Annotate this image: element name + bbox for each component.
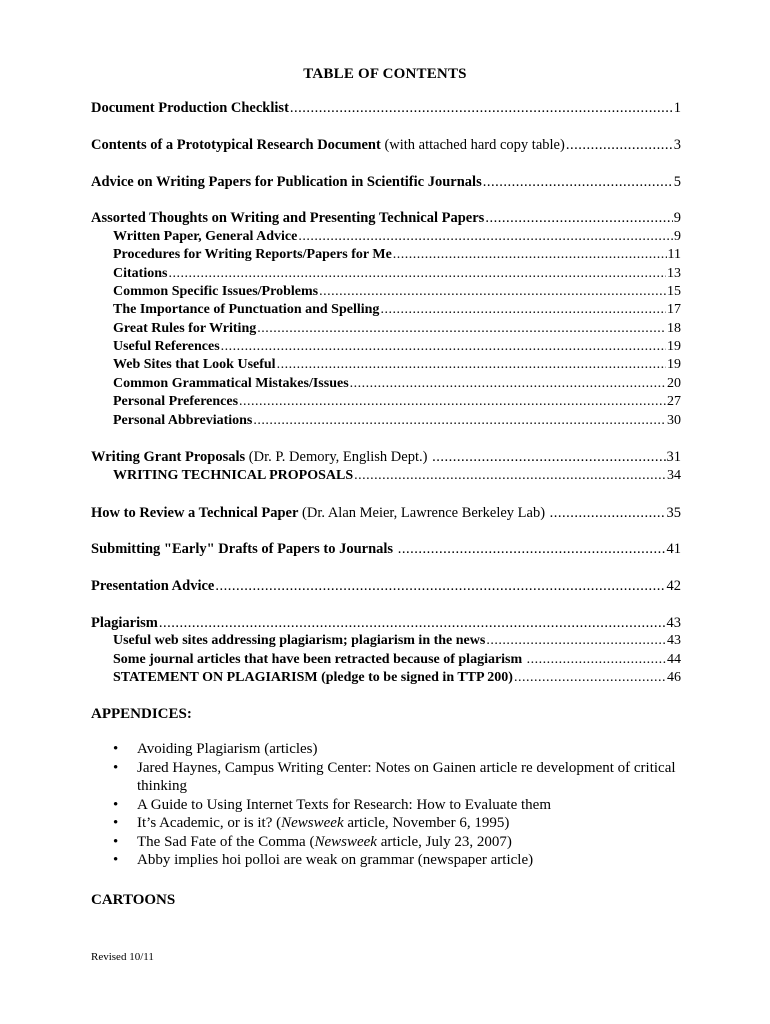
appendices-heading: APPENDICES: [91, 706, 192, 722]
toc-leader-dots [215, 578, 665, 595]
toc-subentry[interactable] [91, 284, 681, 302]
toc-leader-dots [393, 247, 667, 263]
toc-entry-title: How to Review a Technical Paper [91, 504, 299, 521]
toc-leader-dots [350, 376, 666, 392]
bullet-icon: • [113, 759, 119, 776]
toc-leader-dots [527, 652, 666, 668]
toc-entry-note: (Dr. P. Demory, English Dept.) [245, 449, 432, 466]
toc-leader-dots [380, 302, 666, 318]
toc-subentry[interactable] [91, 266, 681, 284]
toc-leader-dots [319, 284, 666, 300]
toc-entry-title: WRITING TECHNICAL PROPOSALS [113, 467, 354, 483]
toc-leader-dots [253, 413, 666, 429]
toc-entry-title: Common Specific Issues/Problems [113, 283, 319, 299]
appendix-item [113, 851, 693, 870]
toc-entry-title: Great Rules for Writing [113, 320, 257, 336]
toc-entry[interactable] [91, 505, 681, 523]
toc-leader-dots [159, 615, 666, 632]
toc-leader-dots [257, 321, 666, 337]
toc-entry-note: (Dr. Alan Meier, Lawrence Berkeley Lab) [298, 504, 549, 521]
toc-leader-dots [168, 266, 666, 282]
toc-subentry[interactable] [91, 633, 681, 651]
toc-entry-title: Document Production Checklist [91, 100, 289, 116]
toc-subentry[interactable] [91, 339, 681, 357]
toc-spacer [91, 560, 681, 578]
toc-entry[interactable] [91, 449, 681, 467]
toc-entry[interactable] [91, 100, 681, 118]
toc-subentry[interactable] [91, 468, 681, 486]
toc-leader-dots [221, 339, 666, 355]
toc-page-number: 34 [667, 467, 681, 483]
bullet-icon: • [113, 815, 119, 831]
appendix-item [113, 759, 693, 796]
toc-entry-title: Writing Grant Proposals [91, 449, 246, 466]
toc-subentry[interactable] [91, 357, 681, 375]
toc-page-number: 9 [673, 210, 681, 227]
toc-page-number: 19 [667, 339, 681, 355]
toc-entry-title: Contents of a Prototypical Research Document [91, 136, 381, 153]
toc-entry-title: Procedures for Writing Reports/Papers for Me [113, 247, 392, 263]
appendix-item-text [137, 740, 693, 759]
toc-spacer [91, 597, 681, 615]
toc-entry-title: Plagiarism [91, 614, 158, 631]
table-of-contents [91, 100, 681, 689]
toc-entry-title: Written Paper, General Advice [113, 228, 298, 244]
toc-subentry[interactable] [91, 302, 681, 320]
toc-entry-note: (with attached hard copy table) [380, 136, 565, 153]
toc-page-number: 3 [673, 136, 681, 153]
toc-page-number: 13 [667, 265, 681, 281]
toc-leader-dots [485, 210, 672, 227]
toc-subentry[interactable] [91, 652, 681, 670]
bullet-icon: • [113, 741, 119, 757]
bullet-icon: • [113, 852, 119, 868]
toc-page-number: 43 [667, 633, 681, 649]
toc-entry-title: Common Grammatical Mistakes/Issues [113, 375, 349, 391]
toc-page-number: 42 [666, 578, 681, 595]
toc-page-number: 19 [667, 357, 681, 373]
toc-page-number: 31 [666, 449, 681, 466]
appendix-text: It’s Academic, or is it? ( [137, 815, 282, 831]
appendix-item-text [137, 814, 693, 833]
appendix-item [113, 740, 693, 759]
toc-leader-dots [514, 670, 666, 686]
toc-page-number: 41 [666, 541, 681, 558]
appendix-text: Jared Haynes, Campus Writing Center: Notes on Gainen article re development of critical thinking [137, 759, 676, 794]
toc-spacer [91, 155, 681, 173]
toc-leader-dots [432, 449, 665, 466]
page-title: TABLE OF CONTENTS [303, 66, 467, 82]
toc-leader-dots [486, 633, 666, 649]
toc-subentry[interactable] [91, 247, 681, 265]
toc-subentry[interactable] [91, 670, 681, 688]
appendix-item-text [137, 851, 693, 870]
appendix-text: Abby implies hoi polloi are weak on grammar (newspaper article) [137, 852, 534, 868]
toc-page-number: 27 [667, 394, 681, 410]
toc-entry[interactable] [91, 578, 681, 596]
appendix-text-tail: article, November 6, 1995) [343, 815, 510, 831]
toc-entry-note [522, 652, 526, 668]
toc-spacer [91, 118, 681, 136]
toc-leader-dots [290, 100, 673, 117]
toc-entry-title: Personal Preferences [113, 394, 239, 410]
toc-entry-title: Citations [113, 265, 168, 281]
appendix-item-text [137, 796, 693, 815]
toc-leader-dots [277, 357, 666, 373]
toc-page-number: 18 [667, 320, 681, 336]
toc-subentry[interactable] [91, 394, 681, 412]
toc-entry-title: Presentation Advice [91, 578, 215, 595]
toc-entry-title: STATEMENT ON PLAGIARISM (pledge to be signed in TTP 200) [113, 670, 513, 686]
toc-entry[interactable] [91, 615, 681, 633]
toc-page-number: 17 [667, 302, 681, 318]
toc-subentry[interactable] [91, 321, 681, 339]
toc-entry-title: Personal Abbreviations [113, 412, 253, 428]
toc-entry-title: Submitting "Early" Drafts of Papers to Journals [91, 541, 394, 558]
toc-page-number: 15 [667, 283, 681, 299]
toc-page-number: 43 [666, 614, 681, 631]
toc-page-number: 46 [667, 670, 681, 686]
toc-entry-title: The Importance of Punctuation and Spelling [113, 302, 380, 318]
toc-entry[interactable] [91, 174, 681, 192]
toc-leader-dots [550, 505, 666, 522]
toc-leader-dots [239, 394, 666, 410]
toc-page-number: 11 [667, 247, 681, 263]
toc-subentry[interactable] [91, 376, 681, 394]
appendix-item [113, 833, 693, 852]
toc-entry-note [393, 541, 397, 558]
toc-entry-title: Useful web sites addressing plagiarism; plagiarism in the news [113, 633, 486, 649]
appendix-text: The Sad Fate of the Comma ( [137, 833, 315, 850]
toc-entry-title: Advice on Writing Papers for Publication in Scientific Journals [91, 173, 482, 190]
appendix-item [113, 814, 693, 833]
toc-subentry[interactable] [91, 229, 681, 247]
appendix-item [113, 796, 693, 815]
toc-spacer [91, 486, 681, 504]
toc-leader-dots [483, 174, 673, 191]
toc-page-number: 44 [667, 651, 681, 667]
toc-entry-title: Useful References [113, 339, 220, 355]
appendix-text: Avoiding Plagiarism (articles) [137, 741, 318, 757]
toc-page-number: 1 [673, 100, 681, 116]
appendix-text: A Guide to Using Internet Texts for Research: How to Evaluate them [137, 796, 551, 813]
appendix-item-text [137, 833, 693, 852]
toc-entry-title: Web Sites that Look Useful [113, 357, 276, 373]
toc-page-number: 20 [667, 375, 681, 391]
appendix-publication: Newsweek [314, 833, 377, 850]
toc-leader-dots [566, 137, 673, 154]
bullet-icon: • [113, 796, 119, 813]
toc-entry[interactable] [91, 137, 681, 155]
appendix-publication: Newsweek [281, 815, 344, 831]
toc-page-number: 5 [673, 173, 681, 190]
toc-page-number: 30 [667, 412, 681, 428]
cartoons-heading: CARTOONS [91, 892, 176, 908]
toc-page-number: 35 [666, 504, 681, 521]
toc-leader-dots [398, 541, 666, 558]
revision-footer: Revised 10/11 [91, 951, 154, 963]
appendix-item-text [137, 759, 693, 796]
toc-spacer [91, 523, 681, 541]
toc-entry[interactable] [91, 210, 681, 228]
toc-page-number: 9 [674, 228, 681, 244]
appendix-text-tail: article, July 23, 2007) [376, 833, 512, 850]
appendices-list [113, 740, 693, 870]
toc-leader-dots [354, 468, 666, 484]
toc-entry[interactable] [91, 541, 681, 559]
toc-spacer [91, 192, 681, 210]
toc-entry-title: Some journal articles that have been retracted because of plagiarism [113, 651, 523, 667]
bullet-icon: • [113, 833, 119, 850]
toc-spacer [91, 431, 681, 449]
toc-entry-title: Assorted Thoughts on Writing and Presenting Technical Papers [91, 210, 485, 227]
toc-subentry[interactable] [91, 413, 681, 431]
toc-leader-dots [298, 229, 673, 245]
